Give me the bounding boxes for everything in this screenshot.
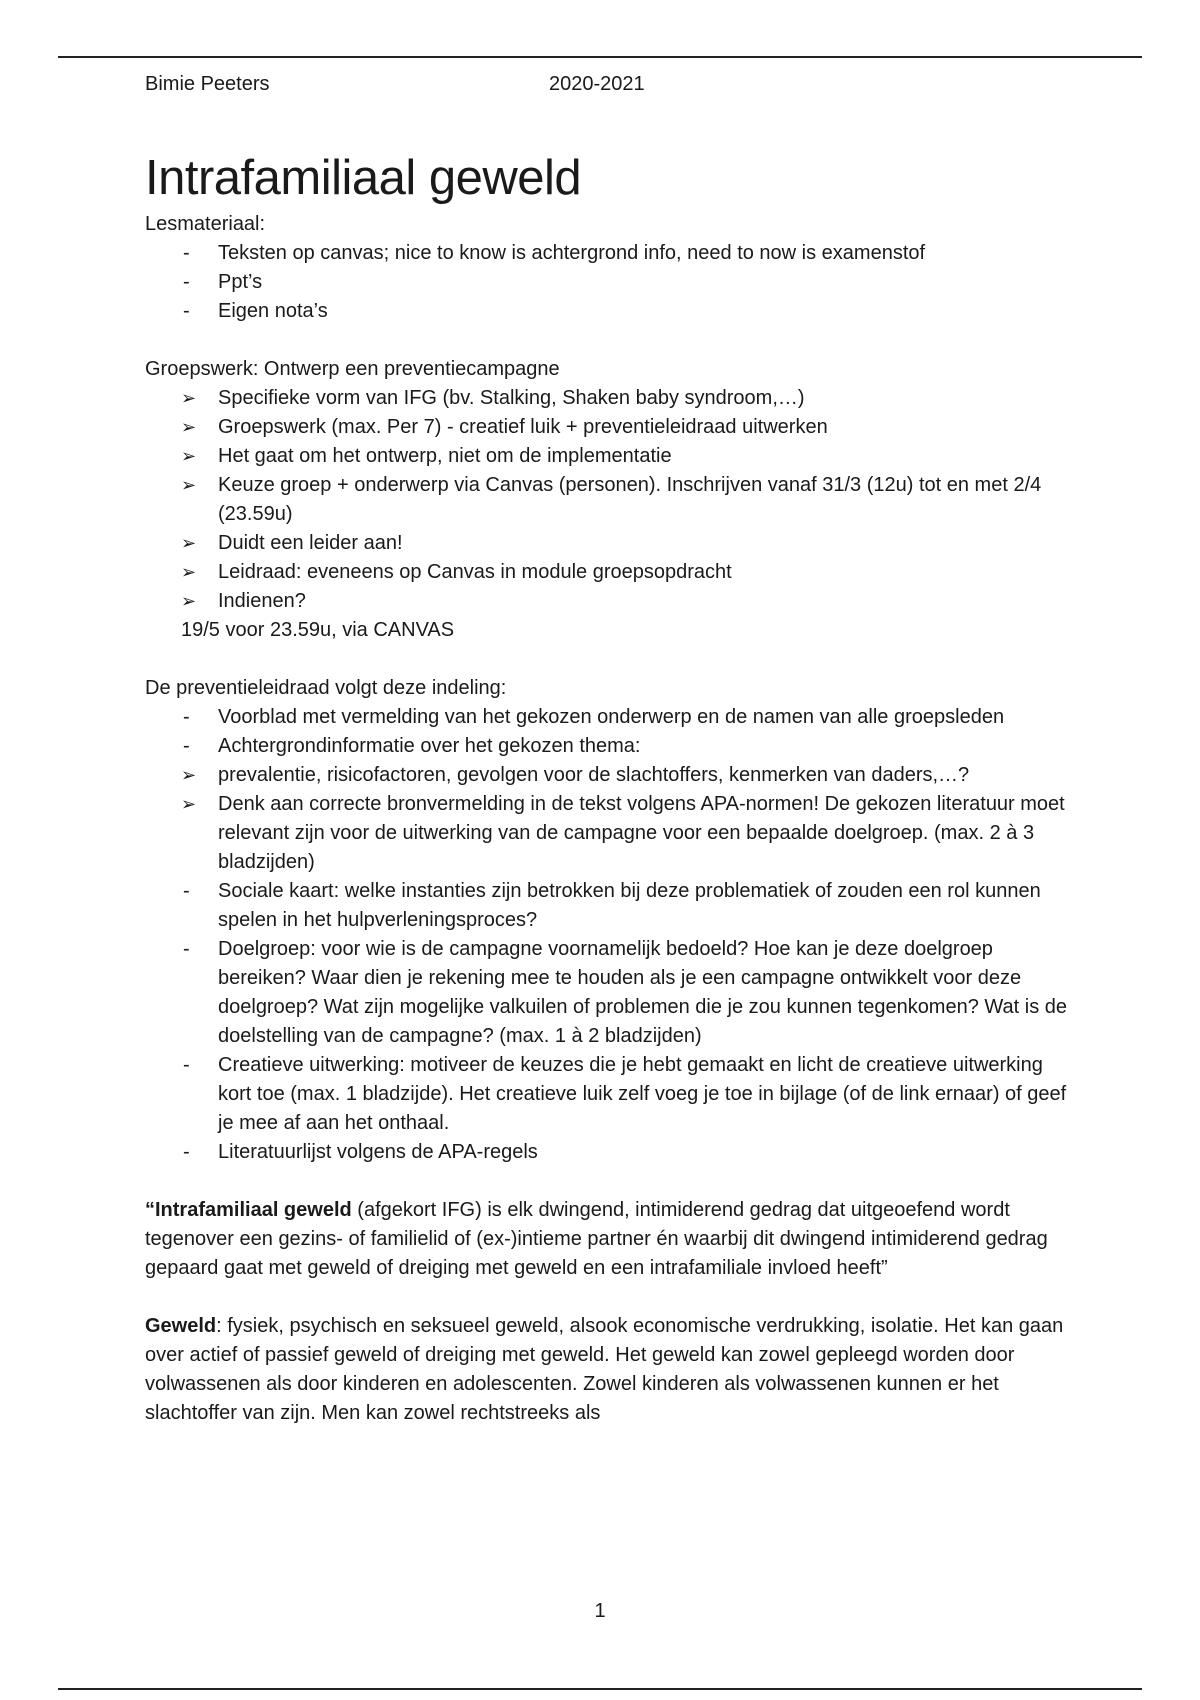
list-item: ➢ Groepswerk (max. Per 7) - creatief luik + preventieleidraad uitwerken (145, 413, 1070, 442)
list-item: - Literatuurlijst volgens de APA-regels (145, 1138, 1070, 1167)
list-item: ➢ Duidt een leider aan! (145, 529, 1070, 558)
groepswerk-list (145, 384, 1070, 616)
document-body (145, 148, 1070, 1428)
header-author: Bimie Peeters (145, 73, 270, 95)
leidraad-list (145, 703, 1070, 1167)
list-item: ➢ Indienen? (145, 587, 1070, 616)
top-rule (58, 56, 1142, 58)
list-item: ➢ prevalentie, risicofactoren, gevolgen voor de slachtoffers, kenmerken van daders,…? (145, 761, 1070, 790)
list-item: ➢ Het gaat om het ontwerp, niet om de implementatie (145, 442, 1070, 471)
definition-term: Intrafamiliaal geweld (155, 1199, 352, 1221)
definition-text: (afgekort IFG) is elk dwingend, intimiderend gedrag dat uitgeoefend wordt tegenover een gezins- of familielid of (ex-)intieme partner én waarbij dit dwingend intimiderend gedrag gepaard gaat met geweld of dreiging met geweld en een intrafamiliale invloed heeft” (145, 1199, 1048, 1279)
list-item: - Doelgroep: voor wie is de campagne voornamelijk bedoeld? Hoe kan je deze doelgroep bereiken? Waar dien je rekening mee te houden als je een campagne ontwikkelt voor deze doelgroep? Wat zijn mogelijke valkuilen of problemen die je zou kunnen tegenkomen? Wat is de doelstelling van de campagne? (max. 1 à 2 bladzijden) (145, 935, 1070, 1051)
bottom-rule (58, 1688, 1142, 1690)
list-item: - Creatieve uitwerking: motiveer de keuzes die je hebt gemaakt en licht de creatieve uitwerking kort toe (max. 1 bladzijde). Het creatieve luik zelf voeg je toe in bijlage (of de link ernaar) of geef je mee af aan het onthaal. (145, 1051, 1070, 1138)
list-item: - Voorblad met vermelding van het gekozen onderwerp en de namen van alle groepsleden (145, 703, 1070, 732)
list-item: - Achtergrondinformatie over het gekozen thema: (145, 732, 1070, 761)
list-item: - Ppt’s (145, 268, 1070, 297)
list-item: - Eigen nota’s (145, 297, 1070, 326)
list-item: - Teksten op canvas; nice to know is achtergrond info, need to now is examenstof (145, 239, 1070, 268)
geweld-term: Geweld (145, 1315, 217, 1337)
page-header (145, 73, 1070, 99)
list-item: ➢ Denk aan correcte bronvermelding in de tekst volgens APA-normen! De gekozen literatuur moet relevant zijn voor de uitwerking van de campagne voor een bepaalde doelgroep. (max. 2 à 3 bladzijden) (145, 790, 1070, 877)
definition-paragraph (145, 1196, 1070, 1283)
header-year: 2020-2021 (549, 73, 645, 95)
leidraad-heading: De preventieleidraad volgt deze indeling: (145, 677, 507, 699)
list-item: ➢ Leidraad: eveneens op Canvas in module groepsopdracht (145, 558, 1070, 587)
lesmateriaal-list (145, 239, 1070, 326)
list-item: - Sociale kaart: welke instanties zijn betrokken bij deze problematiek of zouden een rol kunnen spelen in het hulpverleningsproces? (145, 877, 1070, 935)
geweld-paragraph (145, 1312, 1070, 1428)
deadline-text: 19/5 voor 23.59u, via CANVAS (181, 619, 455, 641)
lesmateriaal-heading: Lesmateriaal: (145, 213, 266, 235)
list-item: ➢ Keuze groep + onderwerp via Canvas (personen). Inschrijven vanaf 31/3 (12u) tot en met 2/4 (23.59u) (145, 471, 1070, 529)
definition-open-quote: “ (145, 1199, 155, 1221)
page-title: Intrafamiliaal geweld (145, 151, 582, 205)
list-item: ➢ Specifieke vorm van IFG (bv. Stalking, Shaken baby syndroom,…) (145, 384, 1070, 413)
geweld-text: : fysiek, psychisch en seksueel geweld, alsook economische verdrukking, isolatie. Het kan gaan over actief of passief geweld of dreiging met geweld. Het geweld kan zowel gepleegd worden door volwassenen als door kinderen en adolescenten. Zowel kinderen als volwassenen kunnen er het slachtoffer van zijn. Men kan zowel rechtstreeks als (145, 1315, 1064, 1424)
page-number: 1 (594, 1600, 606, 1622)
groepswerk-heading: Groepswerk: Ontwerp een preventiecampagne (145, 358, 560, 380)
